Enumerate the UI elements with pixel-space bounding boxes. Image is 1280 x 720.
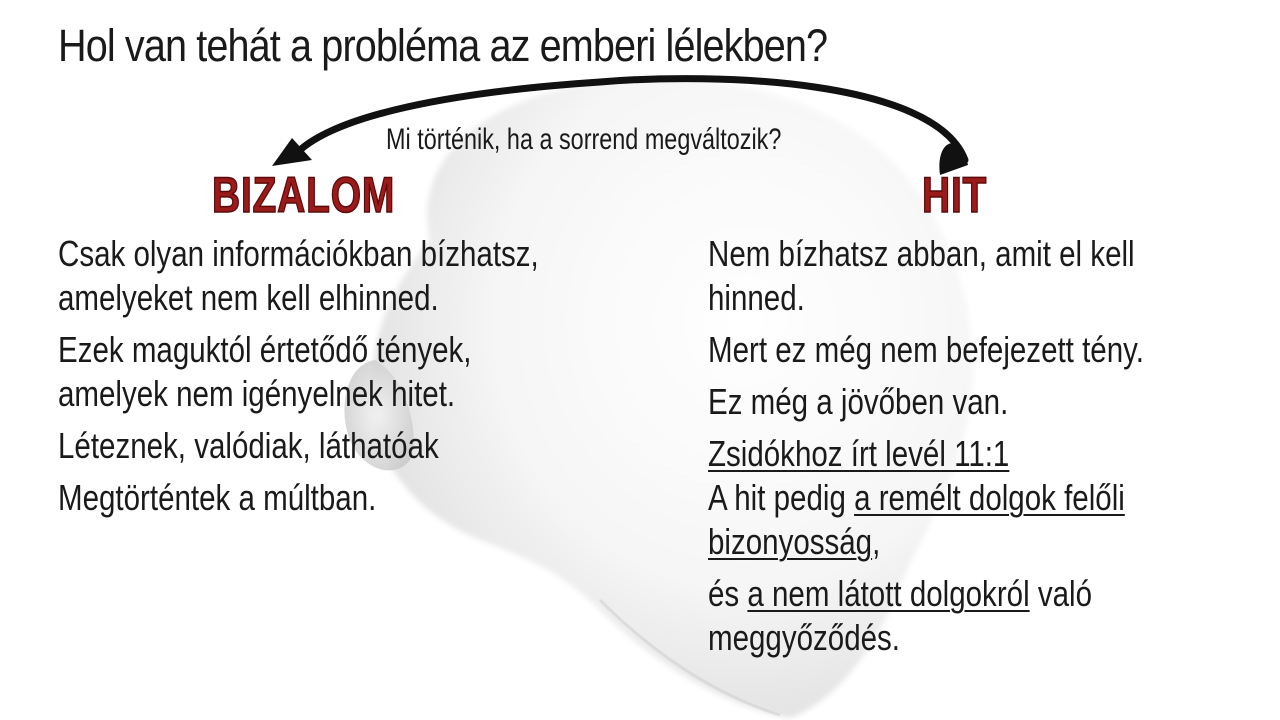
arrow-question: Mi történik, ha a sorrend megváltozik? xyxy=(386,123,782,156)
left-line: Megtörténtek a múltban. xyxy=(58,477,377,518)
right-line xyxy=(708,476,1144,520)
verse2-prefix: és xyxy=(708,573,748,614)
left-line: amelyek nem igényelnek hitet. xyxy=(58,373,456,414)
left-line: Léteznek, valódiak, láthatóak xyxy=(58,425,439,466)
right-line: meggyőződés. xyxy=(708,617,900,658)
verse-prefix: A hit pedig xyxy=(708,477,855,518)
right-line: Ez még a jövőben van. xyxy=(708,381,1009,422)
verse2-underline: a nem látott dolgokról xyxy=(747,573,1030,614)
verse-underline: bizonyosság xyxy=(708,521,873,562)
right-line xyxy=(708,520,1144,564)
verse-comma: , xyxy=(872,521,881,562)
heading-bizalom: BIZALOM xyxy=(212,167,396,223)
heading-hit: HIT xyxy=(922,167,988,223)
bible-reference: Zsidókhoz írt levél 11:1 xyxy=(708,433,1010,474)
page-title: Hol van tehát a probléma az emberi lélekben? xyxy=(58,20,828,71)
verse2-suffix: való xyxy=(1029,573,1092,614)
left-line: amelyeket nem kell elhinned. xyxy=(58,277,439,318)
right-line: Mert ez még nem befejezett tény. xyxy=(708,329,1144,370)
left-line: Csak olyan információkban bízhatsz, xyxy=(58,233,539,274)
right-column xyxy=(708,232,1144,660)
verse-underline: a remélt dolgok felőli xyxy=(854,477,1125,518)
right-line: hinned. xyxy=(708,277,805,318)
right-line: Nem bízhatsz abban, amit el kell xyxy=(708,233,1135,274)
right-line xyxy=(708,572,1144,616)
left-line: Ezek maguktól értetődő tények, xyxy=(58,329,472,370)
left-column xyxy=(58,232,539,520)
right-line xyxy=(708,432,1144,476)
